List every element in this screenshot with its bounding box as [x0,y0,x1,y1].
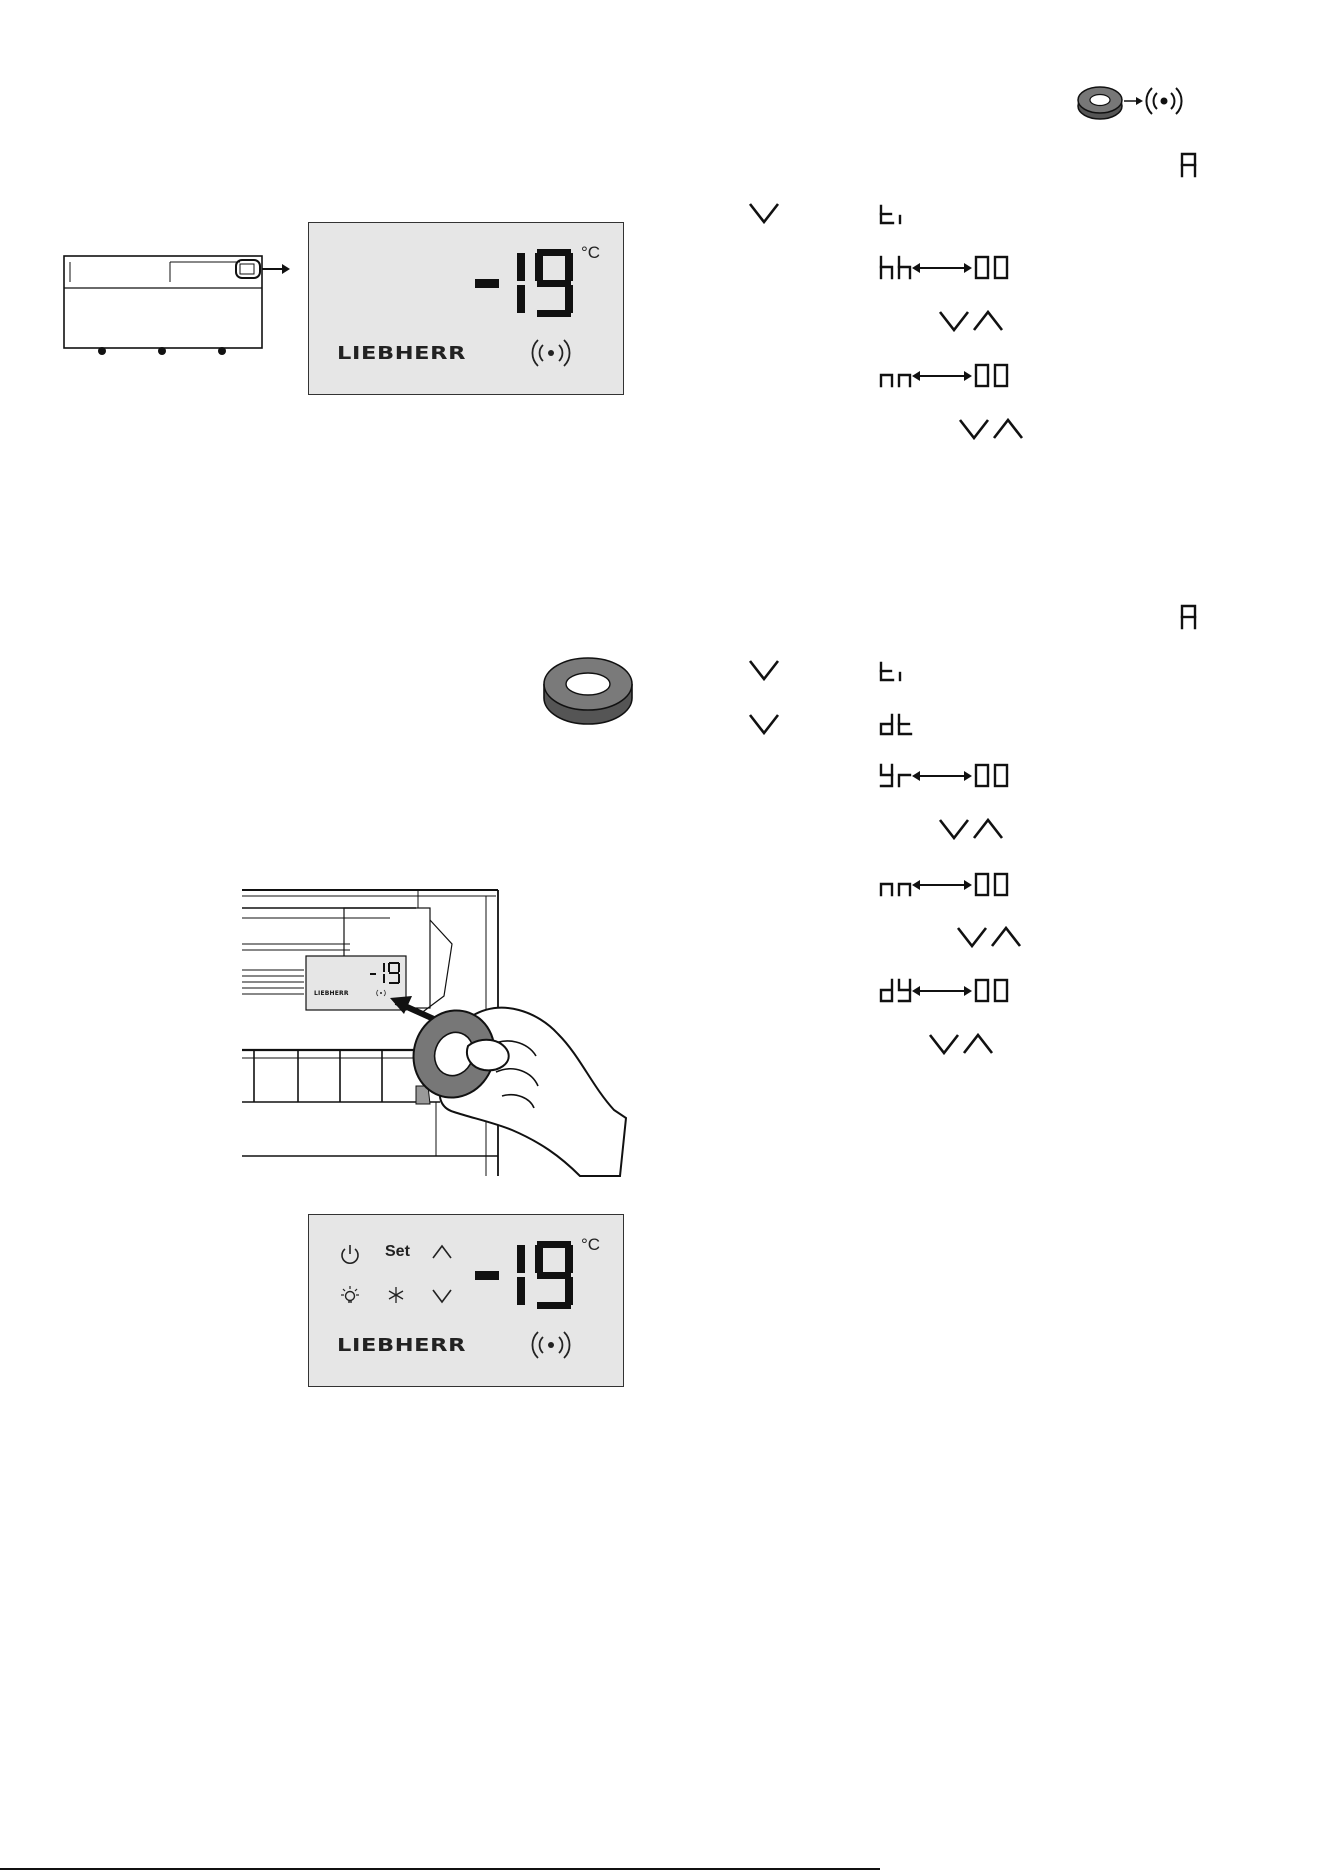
snowflake-icon[interactable] [385,1285,407,1305]
display-code-dt [878,713,914,737]
temperature-digits [465,249,585,319]
down-up-keys-icon [938,818,1008,842]
display-panel-with-buttons [308,1214,624,1387]
display-code-nn-00 [878,872,1018,898]
set-button[interactable]: Set [385,1243,410,1260]
ring-to-signal-icon [1076,80,1196,124]
display-code-hh-00 [878,255,1018,281]
nfc-signal-icon [529,335,573,371]
display-code-A [1180,152,1198,178]
display-code-ti [878,204,906,226]
display-code-A [1180,604,1198,630]
unit-label: °C [581,1235,601,1254]
appliance-top-view [60,252,290,362]
small-brand-logo: LIEBHERR [314,990,349,997]
up-chevron-icon[interactable] [431,1243,453,1261]
small-nfc-icon [374,988,388,998]
down-up-keys-icon [938,310,1008,334]
down-chevron-icon[interactable] [431,1287,453,1305]
power-icon[interactable] [339,1243,361,1265]
ring-icon [540,656,636,728]
small-temperature-digits [370,962,404,986]
brand-logo: LIEBHERR [337,1335,467,1356]
display-code-dY-00 [878,978,1018,1004]
down-up-keys-icon [956,926,1026,950]
display-code-Yr-00 [878,763,1018,789]
down-up-keys-icon [958,418,1028,442]
nfc-signal-icon [529,1327,573,1363]
down-key-icon [748,659,780,683]
temperature-digits [465,1241,585,1311]
display-code-ti [878,661,906,683]
unit-label: °C [581,243,601,262]
display-code-nn-00 [878,363,1018,389]
page-footer-rule [0,1868,880,1870]
down-up-keys-icon [928,1033,998,1057]
hand-ring-illustration [240,886,630,1176]
brand-logo: LIEBHERR [337,343,467,364]
down-key-icon [748,202,780,226]
display-panel [308,222,624,395]
bulb-icon[interactable] [339,1285,361,1309]
down-key-icon [748,713,780,737]
